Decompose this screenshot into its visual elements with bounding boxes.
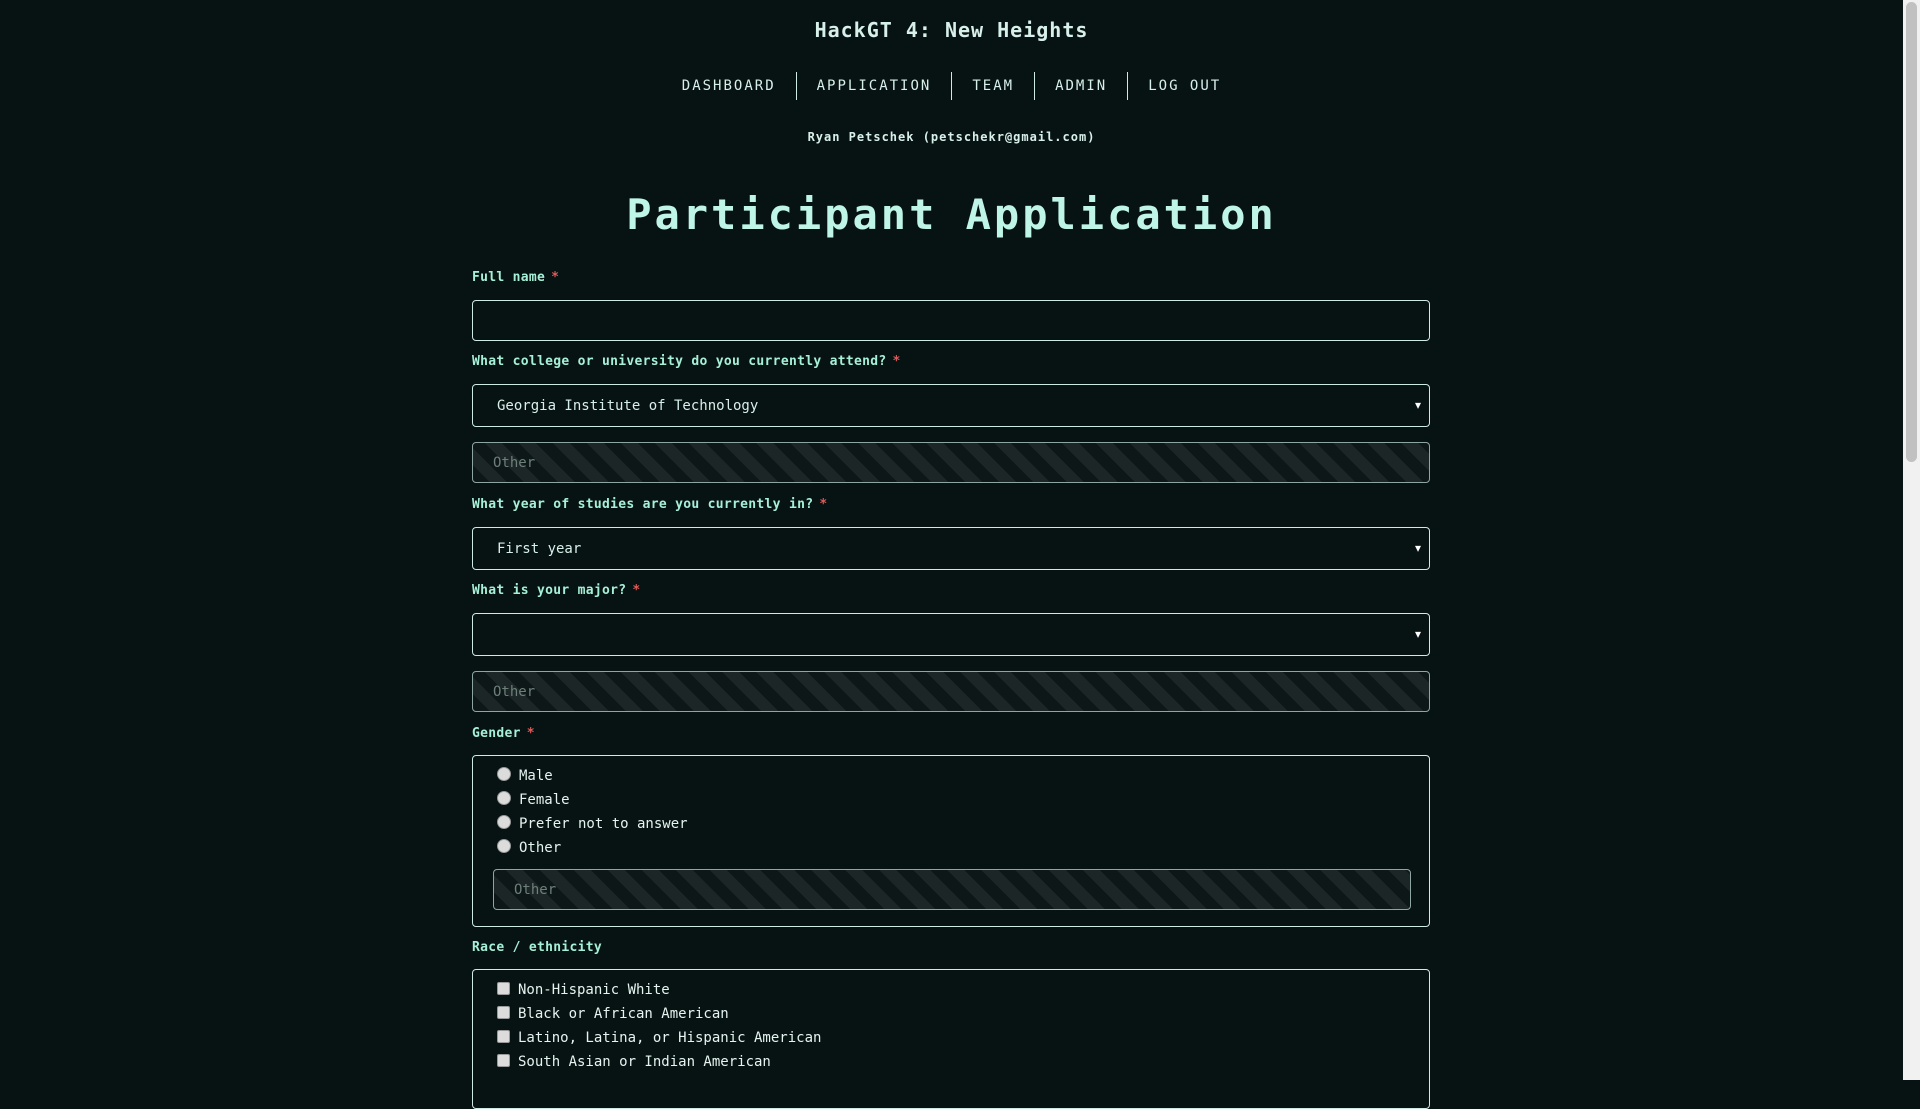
race-option-white[interactable]: [497, 982, 670, 998]
nav-dashboard[interactable]: DASHBOARD: [681, 78, 776, 94]
nav-log-out[interactable]: LOG OUT: [1127, 72, 1241, 100]
option-label: Prefer not to answer: [519, 816, 688, 832]
full-name-label: [472, 270, 559, 285]
nav-admin[interactable]: ADMIN: [1034, 72, 1127, 100]
college-other-placeholder: Other: [493, 454, 536, 471]
major-label: [472, 583, 641, 598]
gender-other-input[interactable]: [493, 869, 1411, 910]
full-name-input[interactable]: [472, 300, 1430, 341]
option-label: Other: [519, 840, 562, 856]
gender-option-female[interactable]: [497, 792, 570, 808]
race-option-south-asian[interactable]: [497, 1054, 771, 1070]
checkbox-icon[interactable]: [497, 982, 510, 995]
year-label: [472, 497, 827, 512]
race-label-text: Race / ethnicity: [472, 940, 603, 955]
gender-option-other[interactable]: [497, 840, 561, 856]
scrollbar-thumb[interactable]: [1906, 2, 1917, 462]
gender-option-male[interactable]: [497, 768, 553, 784]
college-label-text: What college or university do you currently attend?: [472, 354, 887, 369]
year-label-text: What year of studies are you currently in?: [472, 497, 814, 512]
college-select[interactable]: [472, 384, 1430, 427]
required-marker: *: [526, 726, 535, 741]
required-marker: *: [551, 270, 560, 285]
gender-option-prefer-not[interactable]: [497, 816, 688, 832]
main-nav: [0, 72, 1903, 100]
gender-label: [472, 726, 535, 741]
nav-application[interactable]: APPLICATION: [796, 72, 952, 100]
race-options-box: [472, 969, 1430, 1109]
site-title: HackGT 4: New Heights: [814, 18, 1089, 42]
major-other-input[interactable]: [472, 671, 1430, 712]
caret-down-icon: ▼: [1414, 400, 1421, 411]
user-info: Ryan Petschek (petschekr@gmail.com): [807, 130, 1096, 144]
option-label: Black or African American: [518, 1006, 729, 1022]
required-marker: *: [892, 354, 901, 369]
college-selected-value: Georgia Institute of Technology: [497, 397, 759, 414]
option-label: Male: [519, 768, 553, 784]
major-other-placeholder: Other: [493, 683, 536, 700]
radio-icon[interactable]: [497, 767, 511, 781]
page-scrollbar[interactable]: [1903, 0, 1920, 1080]
race-option-black[interactable]: [497, 1006, 729, 1022]
option-label: Latino, Latina, or Hispanic American: [518, 1030, 822, 1046]
checkbox-icon[interactable]: [497, 1006, 510, 1019]
gender-label-text: Gender: [472, 726, 521, 741]
major-label-text: What is your major?: [472, 583, 627, 598]
checkbox-icon[interactable]: [497, 1054, 510, 1067]
radio-icon[interactable]: [497, 791, 511, 805]
page-title: Participant Application: [626, 190, 1277, 239]
caret-down-icon: ▼: [1414, 629, 1421, 640]
required-marker: *: [632, 583, 641, 598]
nav-team[interactable]: TEAM: [951, 72, 1034, 100]
option-label: South Asian or Indian American: [518, 1054, 771, 1070]
option-label: Non-Hispanic White: [518, 982, 670, 998]
radio-icon[interactable]: [497, 815, 511, 829]
gender-other-placeholder: Other: [514, 881, 557, 898]
caret-down-icon: ▼: [1414, 543, 1421, 554]
year-selected-value: First year: [497, 540, 582, 557]
year-select[interactable]: [472, 527, 1430, 570]
college-other-input[interactable]: [472, 442, 1430, 483]
checkbox-icon[interactable]: [497, 1030, 510, 1043]
gender-options-box: [472, 755, 1430, 927]
college-label: [472, 354, 901, 369]
race-label: [472, 940, 602, 955]
full-name-label-text: Full name: [472, 270, 546, 285]
required-marker: *: [819, 497, 828, 512]
major-select[interactable]: [472, 613, 1430, 656]
race-option-latino[interactable]: [497, 1030, 821, 1046]
radio-icon[interactable]: [497, 839, 511, 853]
option-label: Female: [519, 792, 570, 808]
